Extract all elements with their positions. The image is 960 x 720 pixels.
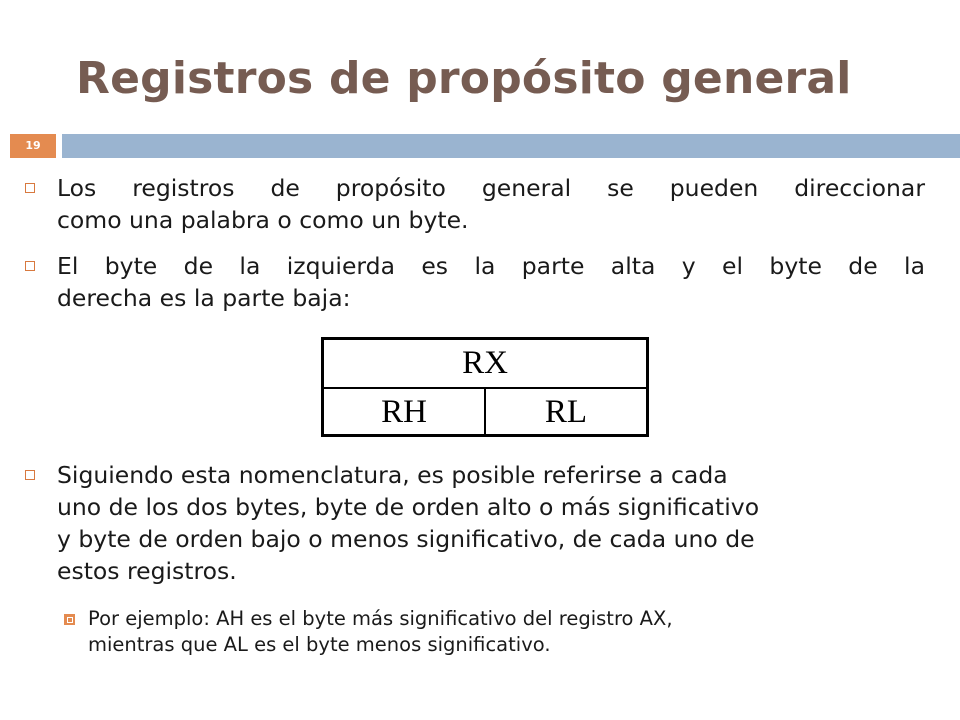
- bullet-1-line-2: como una palabra o como un byte.: [57, 206, 469, 234]
- bullet-item-3: [25, 459, 925, 587]
- bullet-1-line-1: Los registros de propósito general se pueden direccionar: [57, 174, 925, 202]
- register-high-cell: RH: [324, 389, 486, 436]
- bullet-text-3: [57, 459, 925, 587]
- register-diagram: [321, 337, 649, 437]
- bullet-2-line-2: derecha es la parte baja:: [57, 284, 351, 312]
- bullet-item-2: [25, 250, 925, 314]
- register-low-cell: RL: [544, 394, 588, 430]
- sub-bullet-line-1: Por ejemplo: AH es el byte más significativo del registro AX,: [88, 607, 673, 630]
- hollow-square-bullet-icon: [25, 261, 35, 271]
- slide-title: Registros de propósito general: [76, 53, 852, 104]
- sub-bullet-text: [88, 606, 924, 658]
- register-byte-row: [324, 389, 646, 436]
- bullet-text-2: [57, 250, 925, 314]
- filled-square-bullet-icon: [64, 614, 75, 625]
- bullet-3-line-4: estos registros.: [57, 557, 237, 585]
- bullet-3-line-1: Siguiendo esta nomenclatura, es posible referirse a cada: [57, 461, 728, 489]
- bullet-text-1: [57, 172, 925, 236]
- bullet-item-1: [25, 172, 925, 236]
- sub-bullet-line-2: mientras que AL es el byte menos significativo.: [88, 633, 551, 656]
- register-full-cell: RX: [324, 340, 646, 389]
- slide-number: 19: [10, 134, 56, 158]
- header-bar: [62, 134, 960, 158]
- hollow-square-bullet-icon: [25, 470, 35, 480]
- bullet-2-line-1: El byte de la izquierda es la parte alta y el byte de la: [57, 252, 925, 280]
- sub-bullet-item: [64, 606, 924, 658]
- bullet-3-line-3: y byte de orden bajo o menos significativo, de cada uno de: [57, 525, 755, 553]
- bullet-3-line-2: uno de los dos bytes, byte de orden alto o más significativo: [57, 493, 760, 521]
- hollow-square-bullet-icon: [25, 183, 35, 193]
